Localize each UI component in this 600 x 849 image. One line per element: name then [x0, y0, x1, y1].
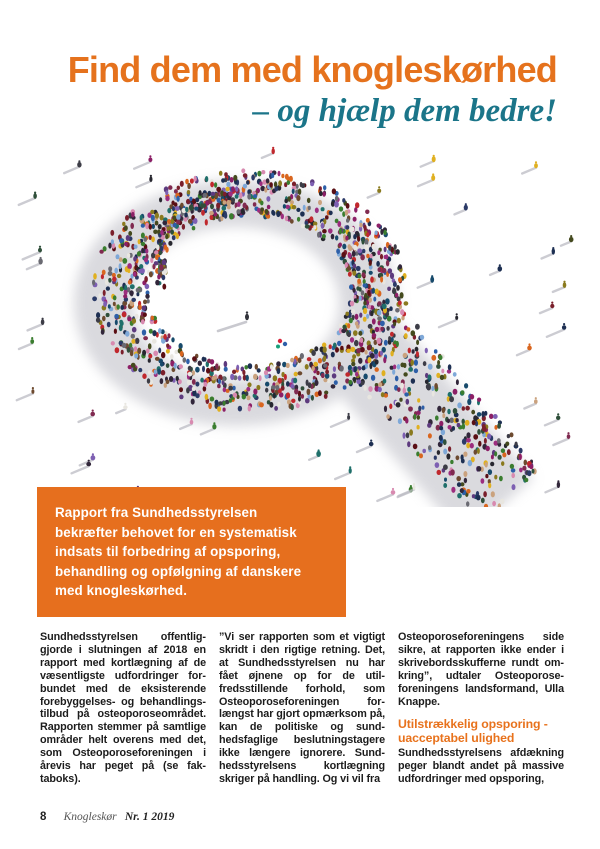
crowd-magnifying-glass-svg [0, 145, 600, 507]
quote-line: Rapport fra Sundhedsstyrelsen [55, 505, 258, 520]
article-column-3 [398, 631, 564, 786]
quote-line: med knogleskørhed. [55, 583, 188, 599]
page-subtitle: – og hjælp dem bedre! [252, 92, 557, 129]
article-column-2 [219, 631, 385, 786]
article-column-1 [40, 631, 206, 786]
article-columns [40, 631, 564, 786]
quote-line: behandling og opfølgning af danskere [55, 563, 302, 579]
page-footer [40, 811, 174, 823]
article-paragraph: Osteoporoseforeningens side sikre, at rapporten ikke ender i skrivebordsskufferne rundt omkring”, udtaler Osteoporoseforeningens landsformand, Ulla Knappe. [398, 631, 564, 708]
page-number: 8 [40, 811, 47, 823]
issue-label: Nr. 1 2019 [124, 811, 175, 823]
article-paragraph: ”Vi ser rapporten som et vigtigt skridt i den rigtige retning. Det, at Sundhedsstyrelsen nu har fået øjnene op for de utilfredsstillende forhold, som Osteoporoseforeningen forlængst har gjort opmærksom på, kan de politiske og sundhedsfaglige beslutningstagere ikke længere ignorere. Sundhedsstyrelsens kortlægning skriger på handling. Og vi vil fra [219, 631, 385, 785]
headline-block [16, 50, 557, 129]
page-title: Find dem med knogleskørhed [67, 49, 557, 90]
crowd-illustration [0, 145, 600, 507]
article-paragraph: Sundhedsstyrelsens afdækning peger blandt andet på massive udfordringer med opsporing, [398, 747, 564, 786]
magazine-title: Knogleskør [63, 811, 117, 823]
quote-box [37, 487, 346, 617]
quote-line: bekræfter behovet for en systematisk [55, 524, 297, 540]
quote-line: indsats til forbedring af opsporing, [55, 544, 281, 560]
article-paragraph: Sundhedsstyrelsen offentliggjorde i slutningen af 2018 en rapport med kortlægning af de væsentligste udfordringer forbundet med de eksisterende forebyggelses- og behandlingstilbud på osteoporoseområdet. Rapporten stemmer på samtlige områder helt overens med det, som Osteoporoseforeningen i årevis har peget på (se faktaboks). [40, 631, 206, 785]
section-heading: Utilstrækkelig opsporing - uacceptabel ulighed [398, 717, 548, 745]
